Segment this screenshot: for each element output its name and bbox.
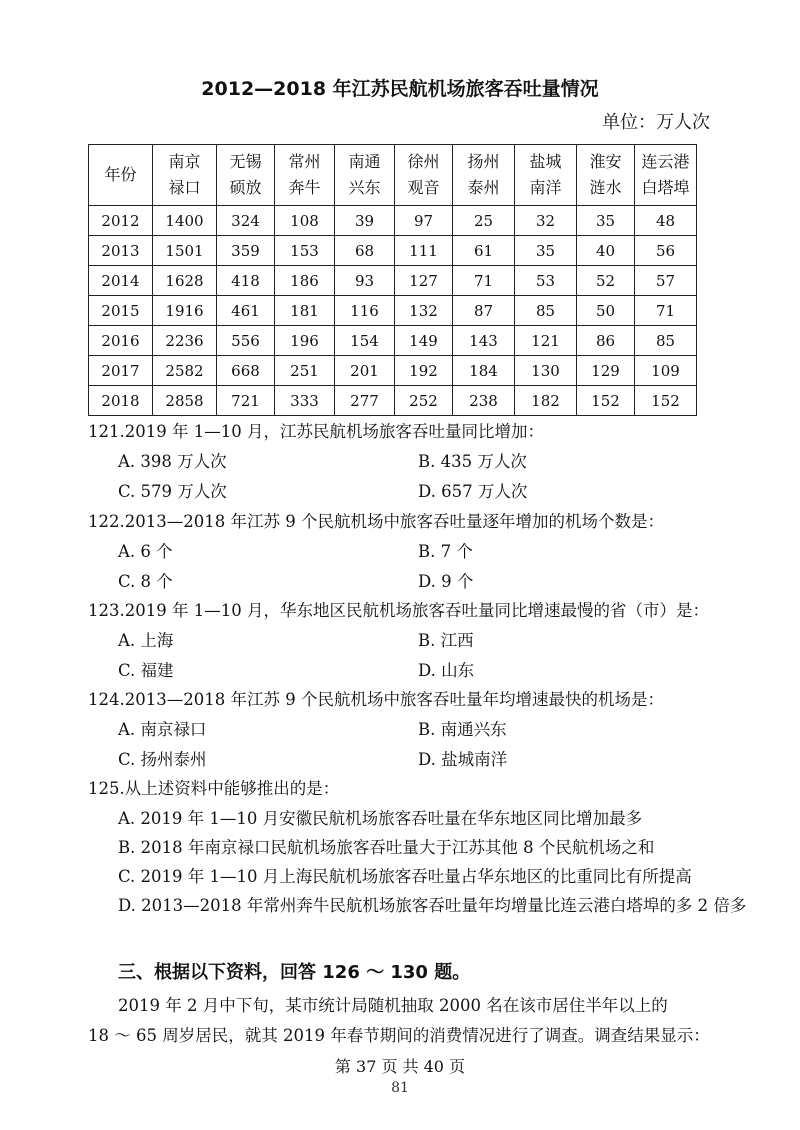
header-year: 年份 <box>89 145 153 206</box>
header-yangzhou: 扬州 泰州 <box>453 145 515 206</box>
value-cell: 93 <box>335 266 395 296</box>
value-cell: 238 <box>453 386 515 416</box>
header-xuzhou: 徐州 观音 <box>395 145 453 206</box>
value-cell: 556 <box>217 326 275 356</box>
value-cell: 277 <box>335 386 395 416</box>
year-cell: 2017 <box>89 356 153 386</box>
value-cell: 359 <box>217 236 275 266</box>
question-124-option-b: B. 南通兴东 <box>418 720 507 739</box>
value-cell: 1916 <box>153 296 217 326</box>
question-121-option-c: C. 579 万人次 <box>118 482 227 501</box>
value-cell: 1400 <box>153 206 217 236</box>
year-cell: 2014 <box>89 266 153 296</box>
header-wuxi: 无锡 硕放 <box>217 145 275 206</box>
table-row <box>89 386 697 416</box>
value-cell: 127 <box>395 266 453 296</box>
value-cell: 154 <box>335 326 395 356</box>
value-cell: 108 <box>275 206 335 236</box>
question-125-option-a: A. 2019 年 1—10 月安徽民航机场旅客吞吐量在华东地区同比增加最多 <box>118 809 643 828</box>
value-cell: 418 <box>217 266 275 296</box>
question-122-option-d: D. 9 个 <box>418 572 474 591</box>
data-table <box>88 144 697 416</box>
table-row <box>89 356 697 386</box>
question-124-stem: 124.2013—2018 年江苏 9 个民航机场中旅客吞吐量年均增速最快的机场是： <box>88 690 664 709</box>
question-124-option-a: A. 南京禄口 <box>118 720 207 739</box>
value-cell: 121 <box>515 326 577 356</box>
value-cell: 181 <box>275 296 335 326</box>
value-cell: 143 <box>453 326 515 356</box>
value-cell: 192 <box>395 356 453 386</box>
question-123-option-c: C. 福建 <box>118 661 174 680</box>
value-cell: 2236 <box>153 326 217 356</box>
page-number: 81 <box>391 1080 409 1096</box>
value-cell: 201 <box>335 356 395 386</box>
value-cell: 50 <box>577 296 635 326</box>
table-row <box>89 326 697 356</box>
table-row <box>89 236 697 266</box>
value-cell: 461 <box>217 296 275 326</box>
value-cell: 2582 <box>153 356 217 386</box>
question-123-option-d: D. 山东 <box>418 661 475 680</box>
value-cell: 186 <box>275 266 335 296</box>
value-cell: 116 <box>335 296 395 326</box>
value-cell: 35 <box>515 236 577 266</box>
value-cell: 35 <box>577 206 635 236</box>
value-cell: 109 <box>635 356 697 386</box>
header-yancheng: 盐城 南洋 <box>515 145 577 206</box>
value-cell: 56 <box>635 236 697 266</box>
question-123-stem: 123.2019 年 1—10 月，华东地区民航机场旅客吞吐量同比增速最慢的省（市）是： <box>88 601 709 620</box>
header-nantong: 南通 兴东 <box>335 145 395 206</box>
year-cell: 2012 <box>89 206 153 236</box>
question-125-option-c: C. 2019 年 1—10 月上海民航机场旅客吞吐量占华东地区的比重同比有所提高 <box>118 867 692 886</box>
value-cell: 129 <box>577 356 635 386</box>
value-cell: 71 <box>453 266 515 296</box>
table-row <box>89 266 697 296</box>
value-cell: 152 <box>577 386 635 416</box>
value-cell: 196 <box>275 326 335 356</box>
table-row <box>89 206 697 236</box>
value-cell: 111 <box>395 236 453 266</box>
value-cell: 251 <box>275 356 335 386</box>
value-cell: 39 <box>335 206 395 236</box>
header-lianyungang: 连云港 白塔埠 <box>635 145 697 206</box>
value-cell: 25 <box>453 206 515 236</box>
question-123-option-a: A. 上海 <box>118 631 174 650</box>
value-cell: 85 <box>515 296 577 326</box>
paragraph-line-1: 2019 年 2 月中下旬，某市统计局随机抽取 2000 名在该市居住半年以上的 <box>118 996 668 1015</box>
value-cell: 333 <box>275 386 335 416</box>
value-cell: 324 <box>217 206 275 236</box>
page-indicator: 第 37 页 共 40 页 <box>334 1057 466 1076</box>
value-cell: 184 <box>453 356 515 386</box>
value-cell: 32 <box>515 206 577 236</box>
year-cell: 2013 <box>89 236 153 266</box>
value-cell: 130 <box>515 356 577 386</box>
value-cell: 152 <box>635 386 697 416</box>
value-cell: 153 <box>275 236 335 266</box>
question-121-stem: 121.2019 年 1—10 月，江苏民航机场旅客吞吐量同比增加： <box>88 422 544 441</box>
value-cell: 57 <box>635 266 697 296</box>
question-123-option-b: B. 江西 <box>418 631 474 650</box>
value-cell: 48 <box>635 206 697 236</box>
value-cell: 252 <box>395 386 453 416</box>
header-nanjing: 南京 禄口 <box>153 145 217 206</box>
value-cell: 2858 <box>153 386 217 416</box>
value-cell: 68 <box>335 236 395 266</box>
value-cell: 1628 <box>153 266 217 296</box>
question-122-option-c: C. 8 个 <box>118 572 173 591</box>
table-body <box>89 206 697 416</box>
value-cell: 40 <box>577 236 635 266</box>
table-row <box>89 296 697 326</box>
question-122-option-a: A. 6 个 <box>118 542 173 561</box>
question-124-option-c: C. 扬州泰州 <box>118 750 207 769</box>
header-huaian: 淮安 涟水 <box>577 145 635 206</box>
value-cell: 86 <box>577 326 635 356</box>
value-cell: 85 <box>635 326 697 356</box>
value-cell: 53 <box>515 266 577 296</box>
question-121-option-d: D. 657 万人次 <box>418 482 528 501</box>
value-cell: 721 <box>217 386 275 416</box>
question-125-option-b: B. 2018 年南京禄口民航机场旅客吞吐量大于江苏其他 8 个民航机场之和 <box>118 838 655 857</box>
value-cell: 87 <box>453 296 515 326</box>
year-cell: 2015 <box>89 296 153 326</box>
paragraph-line-2: 18 ～ 65 周岁居民，就其 2019 年春节期间的消费情况进行了调查。调查结果显示： <box>88 1026 710 1045</box>
value-cell: 1501 <box>153 236 217 266</box>
value-cell: 182 <box>515 386 577 416</box>
question-122-stem: 122.2013—2018 年江苏 9 个民航机场中旅客吞吐量逐年增加的机场个数是： <box>88 512 664 531</box>
value-cell: 149 <box>395 326 453 356</box>
question-121-option-a: A. 398 万人次 <box>118 452 227 471</box>
question-122-option-b: B. 7 个 <box>418 542 473 561</box>
table-title: 2012—2018 年江苏民航机场旅客吞吐量情况 <box>201 78 599 100</box>
value-cell: 132 <box>395 296 453 326</box>
value-cell: 71 <box>635 296 697 326</box>
value-cell: 52 <box>577 266 635 296</box>
year-cell: 2016 <box>89 326 153 356</box>
question-125-stem: 125.从上述资料中能够推出的是： <box>88 779 340 798</box>
value-cell: 61 <box>453 236 515 266</box>
value-cell: 97 <box>395 206 453 236</box>
value-cell: 668 <box>217 356 275 386</box>
question-125-option-d: D. 2013—2018 年常州奔牛民航机场旅客吞吐量年均增量比连云港白塔埠的多 2 倍多 <box>118 896 747 915</box>
unit-label: 单位：万人次 <box>602 112 710 133</box>
table-header-row <box>89 145 697 206</box>
header-changzhou: 常州 奔牛 <box>275 145 335 206</box>
year-cell: 2018 <box>89 386 153 416</box>
question-121-option-b: B. 435 万人次 <box>418 452 527 471</box>
section-heading: 三、根据以下资料，回答 126 ～ 130 题。 <box>118 962 471 983</box>
question-124-option-d: D. 盐城南洋 <box>418 750 508 769</box>
